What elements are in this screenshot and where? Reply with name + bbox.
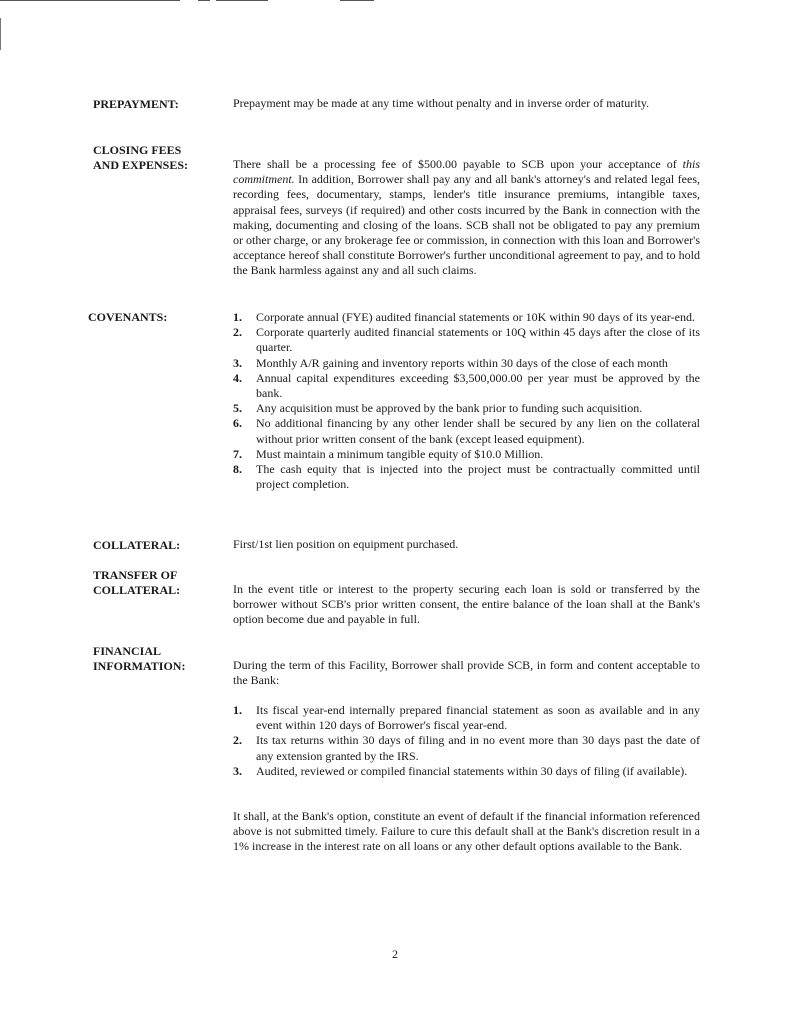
covenant-item — [233, 310, 700, 325]
closing-fees-text-italic: this commitment. — [233, 157, 700, 187]
covenant-number: 6. — [233, 416, 242, 431]
covenants-label: COVENANTS: — [88, 310, 168, 324]
covenants-list — [233, 310, 700, 492]
closing-fees-text — [233, 157, 700, 279]
covenant-text: The cash equity that is injected into the project must be contractually committed until project completion. — [256, 462, 700, 492]
covenant-number: 4. — [233, 370, 242, 385]
transfer-of-collateral-label: TRANSFER OF COLLATERAL: — [93, 568, 181, 597]
financial-item — [233, 733, 700, 763]
financial-item-text: Its fiscal year-end internally prepared financial statement as soon as available and in any event within 120 days of Borrower's fiscal year-end. — [256, 703, 700, 733]
prepayment-text: Prepayment may be made at any time without penalty and in inverse order of maturity. — [233, 96, 650, 110]
financial-item — [233, 764, 700, 779]
covenant-text: Corporate quarterly audited financial statements or 10Q within 45 days after the close of its quarter. — [256, 325, 700, 355]
covenant-item — [233, 401, 700, 416]
closing-fees-text-part-2: In addition, Borrower shall pay any and all bank's attorney's and related legal fees, recording fees, documentary, stamps, lender's title insurance premiums, intangible taxes, appraisal fees, surveys (if required) and other costs incurred by the Bank in connection with the making, documenting and closing of the loans. SCB shall not be obligated to pay any premium or other charge, or any brokerage fee or commission, in connection with this loan and Borrower's acceptance hereof shall constitute Borrower's further unconditional agreement to pay, and to hold the Bank harmless against any and all such claims. — [233, 172, 700, 278]
covenant-number: 1. — [233, 310, 242, 324]
covenant-number: 7. — [233, 446, 242, 461]
covenant-item — [233, 447, 700, 462]
financial-information-label: FINANCIAL INFORMATION: — [93, 644, 186, 673]
covenant-number: 5. — [233, 401, 242, 416]
scan-edge-line — [0, 0, 180, 1]
financial-item-text: Audited, reviewed or compiled financial statements within 30 days of filing (if available). — [256, 763, 688, 778]
financial-item-number: 3. — [233, 763, 242, 778]
covenant-text: Corporate annual (FYE) audited financial statements or 10K within 90 days of its year-end. — [256, 310, 695, 324]
default-clause-text: It shall, at the Bank's option, constitute an event of default if the financial information referenced above is not submitted timely. Failure to cure this default shall at the Bank's discretion result in a 1% increase in the interest rate on all loans or any other default options available to the Bank. — [233, 809, 700, 854]
scan-edge-line — [340, 0, 374, 1]
covenant-number: 8. — [233, 462, 242, 477]
financial-information-list — [233, 703, 700, 779]
prepayment-label: PREPAYMENT: — [93, 97, 179, 111]
scan-edge-line — [216, 0, 268, 1]
covenant-item — [233, 371, 700, 401]
closing-fees-label: CLOSING FEES AND EXPENSES: — [93, 143, 189, 172]
financial-information-intro: During the term of this Facility, Borrower shall provide SCB, in form and content acceptable to the Bank: — [233, 658, 700, 688]
closing-fees-text-part-1: There shall be a processing fee of $500.00 payable to SCB upon your acceptance of — [233, 157, 683, 171]
covenant-text: Any acquisition must be approved by the bank prior to funding such acquisition. — [256, 401, 643, 416]
covenant-text: Monthly A/R gaining and inventory reports within 30 days of the close of each month — [256, 355, 668, 370]
transfer-of-collateral-text: In the event title or interest to the property securing each loan is sold or transferred by the borrower without SCB's prior written consent, the entire balance of the loan shall at the Bank's option become due and payable in full. — [233, 582, 700, 627]
covenant-item — [233, 416, 700, 446]
covenant-text: Must maintain a minimum tangible equity of $10.0 Million. — [256, 446, 544, 461]
covenant-text: No additional financing by any other lender shall be secured by any lien on the collateral without prior written consent of the bank (except leased equipment). — [256, 416, 700, 446]
financial-item-number: 1. — [233, 703, 242, 717]
scan-edge-line — [198, 0, 210, 1]
financial-item — [233, 703, 700, 733]
financial-item-text: Its tax returns within 30 days of filing and in no event more than 30 days past the date of any extension granted by the IRS. — [256, 733, 700, 763]
collateral-text: First/1st lien position on equipment purchased. — [233, 537, 459, 551]
financial-item-number: 2. — [233, 733, 242, 748]
page-number: 2 — [392, 947, 398, 961]
covenant-text: Annual capital expenditures exceeding $3,500,000.00 per year must be approved by the bank. — [256, 370, 700, 401]
covenant-item — [233, 462, 700, 492]
covenant-item — [233, 356, 700, 371]
covenant-number: 3. — [233, 355, 242, 370]
scan-edge-mark — [0, 18, 1, 50]
covenant-number: 2. — [233, 325, 242, 340]
collateral-label: COLLATERAL: — [93, 538, 181, 552]
covenant-item — [233, 325, 700, 355]
